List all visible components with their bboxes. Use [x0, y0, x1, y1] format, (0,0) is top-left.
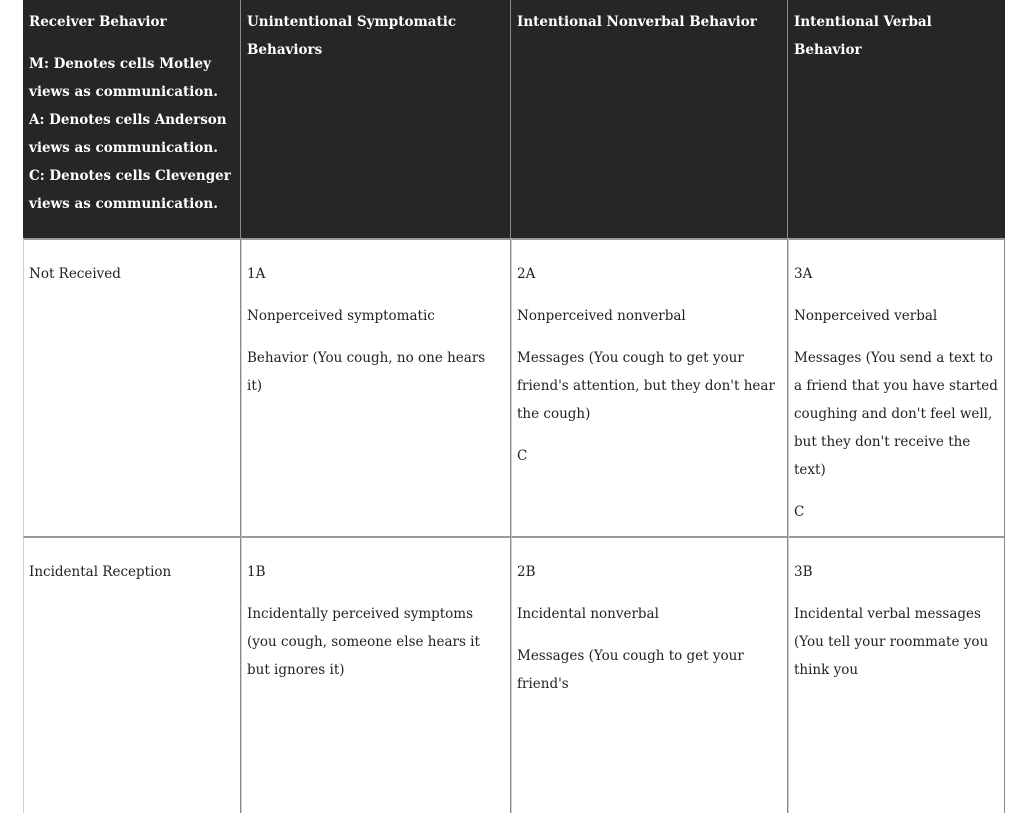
cell-text: Incidental verbal messages (You tell your roommate you think you: [794, 606, 989, 678]
row-label-cell: [23, 536, 241, 813]
header-row: [23, 0, 1005, 238]
cell-code: 1A: [247, 266, 266, 282]
cell-text: Nonperceived nonverbal: [517, 308, 686, 324]
row-label: Not Received: [29, 266, 121, 282]
table-row: [23, 238, 1005, 536]
cell-mark: C: [517, 448, 528, 464]
cell-text: Incidentally perceived symptoms (you cough, someone else hears it but ignores it): [247, 606, 480, 678]
table-row: [23, 536, 1005, 813]
cell-text: Behavior (You cough, no one hears it): [247, 350, 486, 394]
cell-mark: C: [794, 504, 805, 520]
cell-code: 3A: [794, 266, 813, 282]
table: [23, 0, 1005, 813]
row-label: Incidental Reception: [29, 564, 172, 580]
cell-2b: [511, 536, 788, 813]
cell-code: 2B: [517, 564, 536, 580]
communication-table: [23, 0, 1005, 813]
header-verbal-label: Intentional Verbal Behavior: [794, 14, 932, 58]
header-unintentional-label: Unintentional Symptomatic Behaviors: [247, 14, 457, 58]
cell-code: 3B: [794, 564, 813, 580]
cell-2a: [511, 238, 788, 536]
table-body: [23, 238, 1005, 813]
cell-1b: [241, 536, 511, 813]
cell-text: Messages (You send a text to a friend that you have started coughing and don't feel well, but they don't receive the text): [794, 350, 998, 478]
header-receiver-note: M: Denotes cells Motley views as communication. A: Denotes cells Anderson views as communication. C: Denotes cells Clevenger views as communication.: [29, 56, 231, 212]
header-cell-verbal: [788, 0, 1005, 238]
cell-1a: [241, 238, 511, 536]
header-receiver-label: Receiver Behavior: [29, 14, 167, 30]
cell-text: Incidental nonverbal: [517, 606, 659, 622]
cell-text: Nonperceived verbal: [794, 308, 938, 324]
table-header: [23, 0, 1005, 238]
cell-text: Nonperceived symptomatic: [247, 308, 435, 324]
cell-text: Messages (You cough to get your friend's attention, but they don't hear the cough): [517, 350, 775, 422]
header-cell-unintentional: [241, 0, 511, 238]
row-label-cell: [23, 238, 241, 536]
cell-code: 2A: [517, 266, 536, 282]
cell-text: Messages (You cough to get your friend's: [517, 648, 744, 692]
cell-3b: [788, 536, 1005, 813]
header-nonverbal-label: Intentional Nonverbal Behavior: [517, 14, 757, 30]
cell-3a: [788, 238, 1005, 536]
header-cell-nonverbal: [511, 0, 788, 238]
cell-code: 1B: [247, 564, 266, 580]
header-cell-receiver: [23, 0, 241, 238]
